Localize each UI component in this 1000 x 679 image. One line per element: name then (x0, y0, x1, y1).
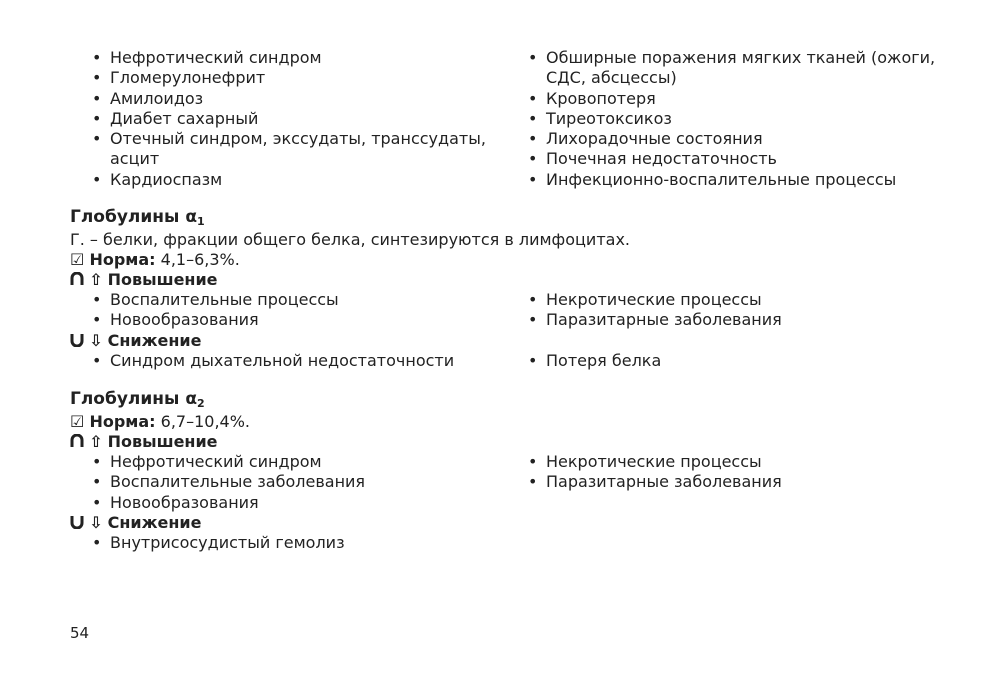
top-list-right (518, 48, 938, 190)
section-title-alpha1: Глобулины $\alpha_1$ (70, 207, 205, 228)
increase-heading: ⇧ Повышение (70, 270, 218, 290)
list-item: • Гломерулонефрит (82, 68, 492, 88)
list-item: • Кардиоспазм (82, 170, 492, 190)
list-item: • Воспалительные процессы (82, 290, 492, 310)
list-item: • Инфекционно-воспалительные процессы (518, 170, 938, 190)
list-item: • Паразитарные заболевания (518, 472, 938, 492)
checkbox-icon: ☑ (70, 250, 85, 269)
top-list-left (82, 48, 492, 190)
decrease-heading: ⇩ Снижение (70, 331, 202, 351)
list-item: • Обширные поражения мягких тканей (ожоги, СДС, абсцессы) (518, 48, 938, 89)
decrease-heading: ⇩ Снижение (70, 513, 202, 533)
arrow-down-icon: ⇩ (89, 331, 103, 350)
increase-indicator-icon (70, 434, 84, 448)
list-item: • Амилоидоз (82, 89, 492, 109)
list-item: • Потеря белка (518, 351, 938, 371)
arrow-down-icon: ⇩ (89, 513, 103, 532)
list-item: • Нефротический синдром (82, 452, 492, 472)
increase-indicator-icon (70, 272, 84, 286)
list-item: • Нефротический синдром (82, 48, 492, 68)
list-item: • Синдром дыхательной недостаточности (82, 351, 492, 371)
checkbox-icon: ☑ (70, 412, 85, 431)
list-item: • Тиреотоксикоз (518, 109, 938, 129)
list-item: • Отечный синдром, экссудаты, транссудаты, асцит (82, 129, 492, 170)
section-title-alpha2: Глобулины $\alpha_2$ (70, 389, 205, 410)
list-item: • Лихорадочные состояния (518, 129, 938, 149)
list-item: • Новообразования (82, 493, 492, 513)
list-item: • Диабет сахарный (82, 109, 492, 129)
decrease-list-left (82, 533, 492, 553)
increase-list-left (82, 290, 492, 331)
list-item: • Почечная недостаточность (518, 149, 938, 169)
increase-list-left (82, 452, 492, 513)
arrow-up-icon: ⇧ (89, 270, 103, 289)
list-item: • Внутрисосудистый гемолиз (82, 533, 492, 553)
list-item: • Паразитарные заболевания (518, 310, 938, 330)
decrease-list-left (82, 351, 492, 371)
list-item: • Некротические процессы (518, 290, 938, 310)
decrease-indicator-icon (70, 515, 84, 529)
page-number: 54 (70, 624, 90, 642)
increase-list-right (518, 452, 938, 493)
list-item: • Кровопотеря (518, 89, 938, 109)
list-item: • Новообразования (82, 310, 492, 330)
increase-list-right (518, 290, 938, 331)
increase-heading: ⇧ Повышение (70, 432, 218, 452)
decrease-list-right (518, 351, 938, 371)
arrow-up-icon: ⇧ (89, 432, 103, 451)
norm-line: ☑ Норма: 4,1–6,3%. (70, 250, 240, 269)
norm-line: ☑ Норма: 6,7–10,4%. (70, 412, 250, 431)
section-description: Г. – белки, фракции общего белка, синтезируются в лимфоцитах. (70, 230, 630, 249)
list-item: • Воспалительные заболевания (82, 472, 492, 492)
decrease-indicator-icon (70, 333, 84, 347)
list-item: • Некротические процессы (518, 452, 938, 472)
